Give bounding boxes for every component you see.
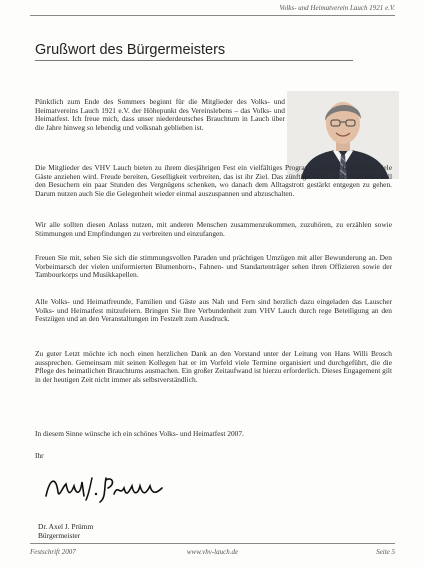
- paragraph-thanks: Zu guter Letzt möchte ich noch einen herzlichen Dank an den Vorstand unter der Leitung von Hans Willi Brosch aussprechen. Gemeinsam mit seinen Kollegen hat er im Vorfeld viele Termine organisiert und durchgeführt, die die Pflege des heimatlichen Brauchtums ausmachen. Ein großer Zeitaufwand ist hierzu erforderlich. Dieses Engagement gilt in der heutigen Zeit nicht immer als selbstverständlich.: [35, 349, 392, 384]
- paragraph-intro: Pünktlich zum Ende des Sommers beginnt für die Mitglieder des Volks- und Heimatvereins Lauch 1921 e.V. der Höhepunkt des Vereinslebens – das Volks- und Heimatfest. Ich freue mich, dass unser niederdeutsches Brauchtum in Lauch über die Jahre hinweg so lebendig und volksnah geblieben ist.: [35, 97, 285, 132]
- paragraph-together: Wir alle sollten diesen Anlass nutzen, mit anderen Menschen zusammenzukommen, zuzuhören, zu erzählen sowie Stimmungen und Empfindungen zu verbreiten und einzufangen.: [35, 220, 392, 238]
- paragraph-parades: Freuen Sie mit, sehen Sie sich die stimmungsvollen Paraden und prächtigen Umzügen mit aller Bewunderung an. Den Vorbeimarsch der vielen uniformierten Blumenhorn-, Fahnen- und Standartenträger sehen ihren Offizieren sowie der Tambourkorps und Musikkapellen.: [35, 253, 392, 280]
- page-title: Grußwort des Bürgermeisters: [35, 42, 226, 58]
- footer-divider: [30, 543, 395, 544]
- salutation: Ihr: [35, 451, 44, 460]
- paragraph-closing: In diesem Sinne wünsche ich ein schönes Volks- und Heimatfest 2007.: [35, 429, 244, 438]
- footer-page-number: Seite 5: [376, 548, 395, 556]
- running-head: Volks- und Heimatverein Lauch 1921 e.V.: [279, 4, 395, 12]
- handwritten-signature: [40, 470, 170, 504]
- paragraph-program: Die Mitglieder des VHV Lauch bieten zu ihrem diesjährigen Fest ein vielfältiges Programm an, das hoffentlich viele Gäste anziehen wird. Freude bereiten, Geselligkeit verbreiten, das ist ihr Ziel. Das zünftige Volks- und Heimatfest soll den Besuchern ein paar Stunden des Vergnügens schenken, wo danach dem Alltagstrott gestärkt entgegen zu gehen. Darum nutzen auch Sie die Gelegenheit wieder einmal auszuspannen und abzuschalten.: [35, 163, 392, 198]
- signer-name: Dr. Axel J. Prümm: [38, 522, 94, 531]
- footer-publication: Festschrift 2007: [30, 548, 76, 556]
- paragraph-invitation: Alle Volks- und Heimatfreunde, Familien und Gäste aus Nah und Fern sind herzlich dazu eingeladen das Lauscher Volks- und Heimatfest mitzufeiern. Bringen Sie Ihre Verbundenheit zum VHV Lauch durch rege Beteiligung an den Festzügen und an den Veranstaltungen im Festzelt zum Ausdruck.: [35, 297, 392, 324]
- header-divider: [30, 15, 395, 16]
- footer-website: www.vhv-lauch.de: [186, 548, 239, 556]
- title-divider: [35, 60, 353, 61]
- signer-role: Bürgermeister: [38, 531, 81, 540]
